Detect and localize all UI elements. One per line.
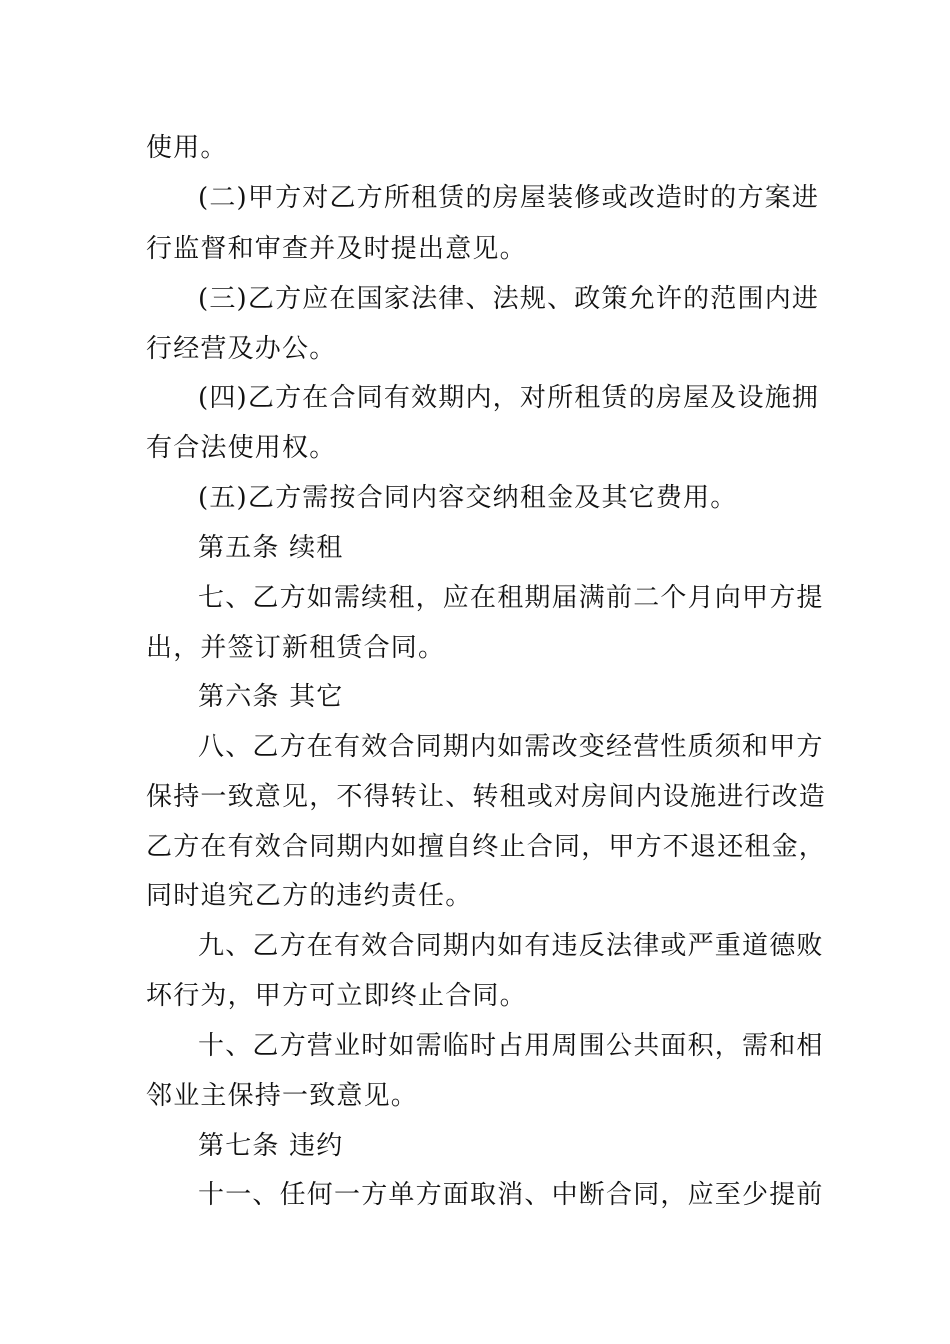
text-line: 十一、任何一方单方面取消、中断合同，应至少提前 xyxy=(198,1180,824,1210)
text-line: 使用。 xyxy=(146,133,228,163)
text-line: 邻业主保持一致意见。 xyxy=(146,1081,419,1111)
text-line: (五)乙方需按合同内容交纳租金及其它费用。 xyxy=(198,483,738,513)
text-line: 出，并签订新租赁合同。 xyxy=(146,633,446,663)
text-line: (三)乙方应在国家法律、法规、政策允许的范围内进 xyxy=(198,284,820,314)
text-line: 九、乙方在有效合同期内如有违反法律或严重道德败 xyxy=(198,931,824,961)
section-heading: 第六条 其它 xyxy=(198,682,344,712)
text-line: 行监督和审查并及时提出意见。 xyxy=(146,234,527,264)
text-line: 八、乙方在有效合同期内如需改变经营性质须和甲方 xyxy=(198,732,824,762)
text-line: 坏行为，甲方可立即终止合同。 xyxy=(146,981,527,1011)
text-line: 行经营及办公。 xyxy=(146,334,337,364)
section-heading: 第七条 违约 xyxy=(198,1131,344,1161)
text-line: 乙方在有效合同期内如擅自终止合同，甲方不退还租金， xyxy=(146,832,827,862)
section-heading: 第五条 续租 xyxy=(198,533,344,563)
text-line: 有合法使用权。 xyxy=(146,433,337,463)
text-line: (四)乙方在合同有效期内，对所租赁的房屋及设施拥 xyxy=(198,383,820,413)
text-line: 十、乙方营业时如需临时占用周围公共面积，需和相 xyxy=(198,1031,824,1061)
text-line: 同时追究乙方的违约责任。 xyxy=(146,881,473,911)
text-line: 七、乙方如需续租，应在租期届满前二个月向甲方提 xyxy=(198,583,824,613)
text-line: 保持一致意见，不得转让、转租或对房间内设施进行改造 xyxy=(146,782,827,812)
text-line: (二)甲方对乙方所租赁的房屋装修或改造时的方案进 xyxy=(198,183,820,213)
